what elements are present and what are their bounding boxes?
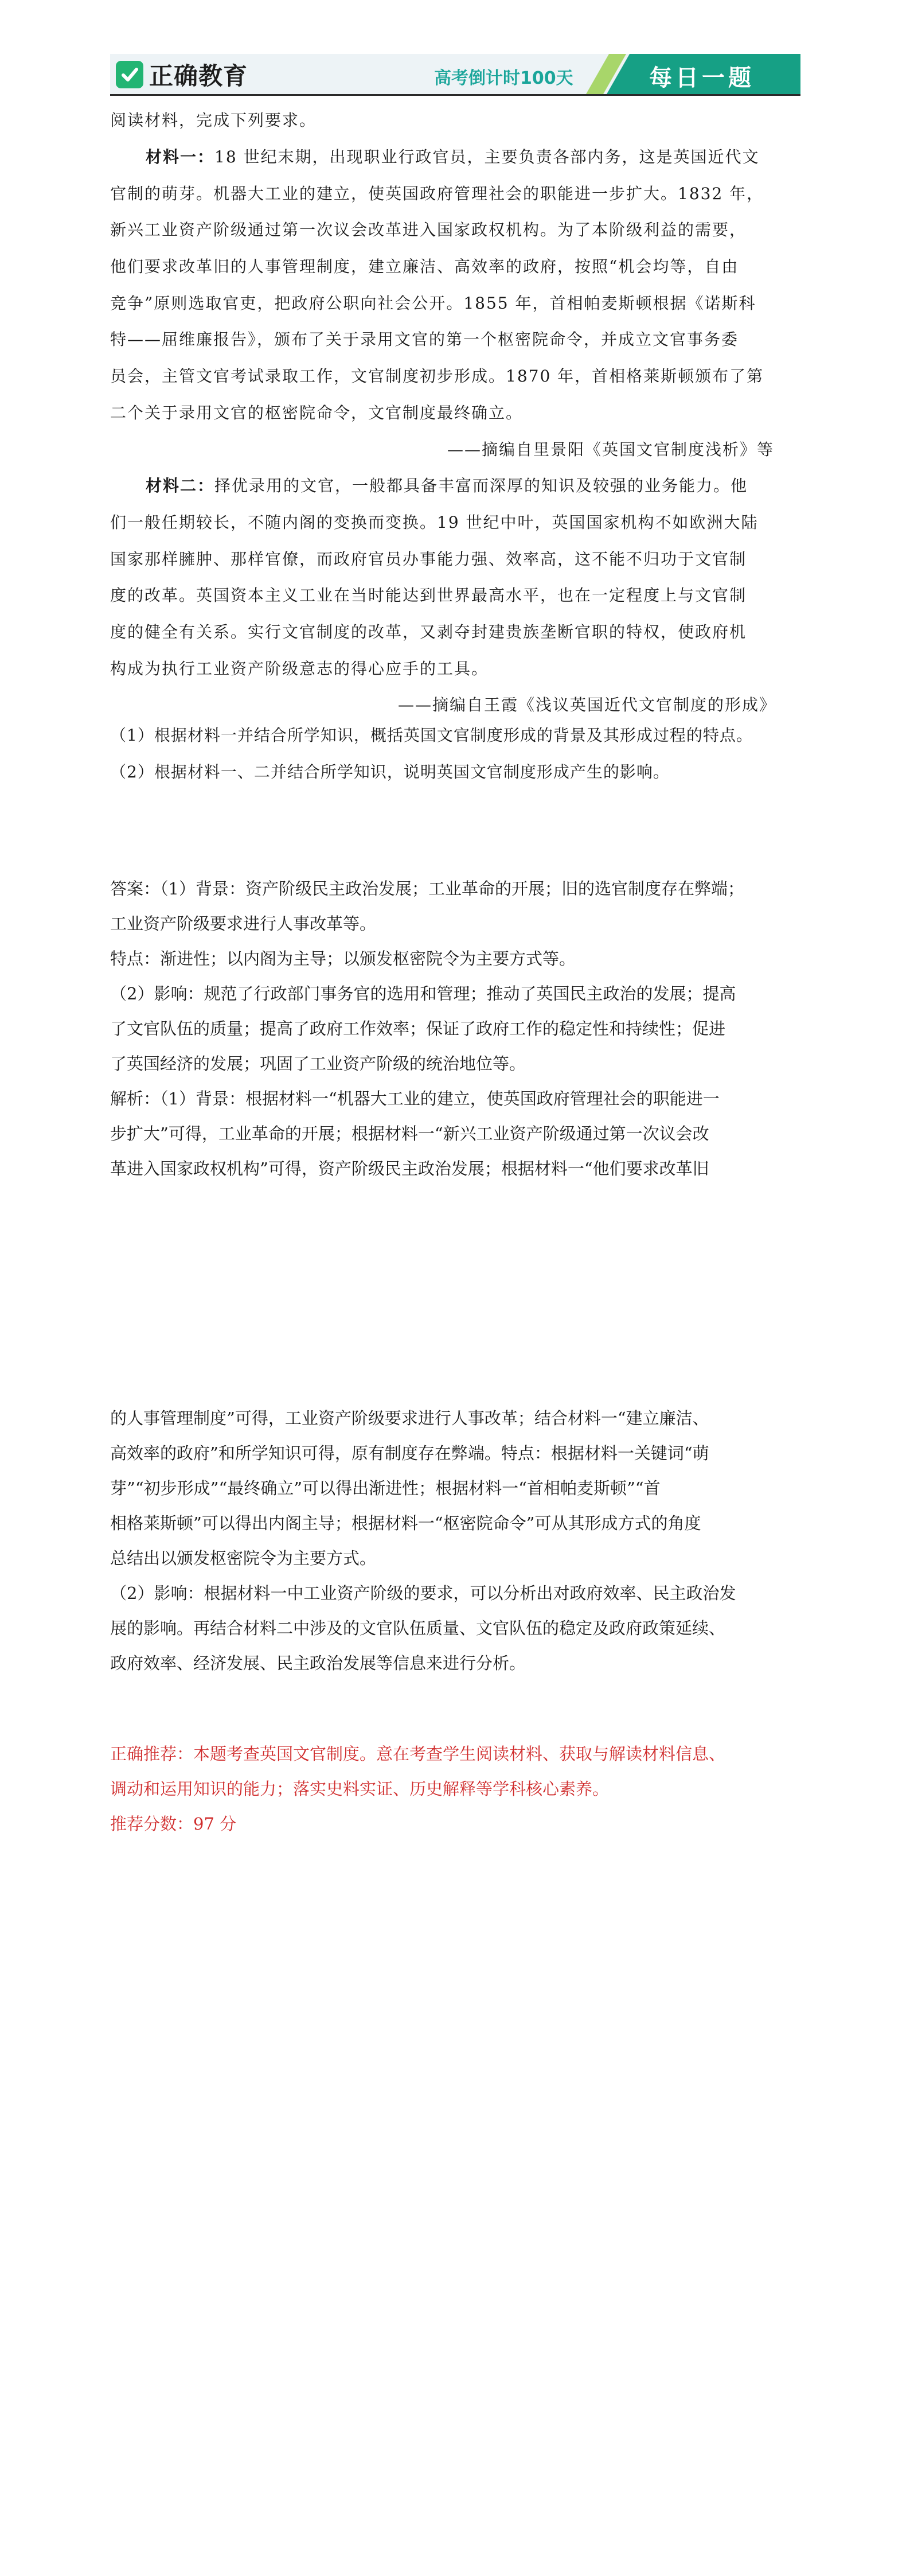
intro-text: 阅读材料，完成下列要求。 (110, 111, 317, 130)
material1-source: ——摘编自里景阳《英国文官制度浅析》等 (447, 440, 775, 459)
analysis-line: 解析：（1）背景：根据材料一“机器大工业的建立，使英国政府管理社会的职能进一 (110, 1089, 720, 1108)
question-1: （1）根据材料一并结合所学知识，概括英国文官制度形成的背景及其形成过程的特点。 (110, 726, 753, 745)
analysis-line: （2）影响：根据材料一中工业资产阶级的要求，可以分析出对政府效率、民主政治发 (110, 1583, 736, 1603)
material2-line: 度的健全有关系。实行文官制度的改革，又剥夺封建贵族垄断官职的特权，使政府机 (110, 622, 747, 641)
answer-line: 答案：（1）背景：资产阶级民主政治发展；工业革命的开展；旧的选官制度存在弊端； (110, 879, 744, 898)
material1-line: 官制的萌芽。机器大工业的建立，使英国政府管理社会的职能进一步扩大。1832 年， (110, 184, 764, 203)
recommendation-line: 调动和运用知识的能力；落实史料实证、历史解释等学科核心素养。 (110, 1779, 610, 1799)
analysis-line: 步扩大”可得，工业革命的开展；根据材料一“新兴工业资产阶级通过第一次议会改 (110, 1124, 709, 1143)
material1-line: 特——屈维廉报告》，颁布了关于录用文官的第一个枢密院命令，并成立文官事务委 (110, 330, 739, 349)
header-banner (110, 54, 800, 95)
material1-line: 二个关于录用文官的枢密院命令，文官制度最终确立。 (110, 403, 524, 422)
material2-line: 择优录用的文官，一般都具备丰富而深厚的知识及较强的业务能力。他 (214, 476, 748, 495)
material1-line: 新兴工业资产阶级通过第一次议会改革进入国家政权机构。为了本阶级利益的需要， (110, 220, 747, 239)
question-2: （2）根据材料一、二并结合所学知识，说明英国文官制度形成产生的影响。 (110, 762, 670, 781)
analysis-line: 展的影响。再结合材料二中涉及的文官队伍质量、文官队伍的稳定及政府政策延续、 (110, 1618, 726, 1638)
material2-line: 国家那样臃肿、那样官僚，而政府官员办事能力强、效率高，这不能不归功于文官制 (110, 550, 747, 569)
material2-line: 度的改革。英国资本主义工业在当时能达到世界最高水平，也在一定程度上与文官制 (110, 586, 747, 605)
analysis-line: 的人事管理制度”可得，工业资产阶级要求进行人事改革；结合材料一“建立廉洁、 (110, 1408, 709, 1428)
analysis-line: 芽”“初步形成”“最终确立”可以得出渐进性；根据材料一“首相帕麦斯顿”“首 (110, 1478, 661, 1498)
answer-line: 工业资产阶级要求进行人事改革等。 (110, 914, 377, 933)
countdown-label: 高考倒计时100天 (434, 68, 573, 88)
material2-label: 材料二： (146, 476, 215, 495)
checkmark-icon (116, 61, 143, 88)
material2-first-line (146, 478, 748, 494)
recommendation-line: 正确推荐：本题考查英国文官制度。意在考查学生阅读材料、获取与解读材料信息、 (110, 1744, 726, 1764)
answer-line: 特点：渐进性；以内阁为主导；以颁发枢密院令为主要方式等。 (110, 949, 576, 968)
material1-first-line (146, 149, 760, 165)
material2-line: 构成为执行工业资产阶级意志的得心应手的工具。 (110, 659, 489, 678)
material2-source: ——摘编自王霞《浅议英国近代文官制度的形成》 (398, 695, 777, 714)
material1-line: 员会，主管文官考试录取工作，文官制度初步形成。1870 年，首相格莱斯顿颁布了第 (110, 367, 764, 386)
material1-line: 竞争”原则选取官吏，把政府公职向社会公开。1855 年，首相帕麦斯顿根据《诺斯科 (110, 294, 756, 313)
recommended-score: 推荐分数：97 分 (110, 1814, 237, 1834)
brand-logo (116, 59, 248, 91)
header-divider (110, 94, 800, 96)
answer-line: 了英国经济的发展；巩固了工业资产阶级的统治地位等。 (110, 1054, 526, 1073)
material1-label: 材料一： (146, 147, 215, 166)
answer-line: （2）影响：规范了行政部门事务官的选用和管理；推动了英国民主政治的发展；提高 (110, 984, 736, 1003)
daily-question-label: 每日一题 (649, 65, 755, 91)
material1-line: 18 世纪末期，出现职业行政官员，主要负责各部内务，这是英国近代文 (214, 147, 760, 166)
answer-line: 了文官队伍的质量；提高了政府工作效率；保证了政府工作的稳定性和持续性；促进 (110, 1019, 726, 1038)
material2-line: 们一般任期较长，不随内阁的变换而变换。19 世纪中叶，英国国家机构不如欧洲大陆 (110, 513, 759, 532)
brand-name: 正确教育 (149, 62, 248, 90)
analysis-line: 相格莱斯顿”可以得出内阁主导；根据材料一“枢密院命令”可从其形成方式的角度 (110, 1513, 701, 1533)
analysis-line: 总结出以颁发枢密院令为主要方式。 (110, 1548, 377, 1568)
analysis-line: 革进入国家政权机构”可得，资产阶级民主政治发展；根据材料一“他们要求改革旧 (110, 1159, 709, 1178)
analysis-line: 政府效率、经济发展、民主政治发展等信息来进行分析。 (110, 1653, 526, 1673)
material1-line: 他们要求改革旧的人事管理制度，建立廉洁、高效率的政府，按照“机会均等，自由 (110, 257, 739, 276)
analysis-line: 高效率的政府”和所学知识可得，原有制度存在弊端。特点：根据材料一关键词“萌 (110, 1443, 709, 1463)
